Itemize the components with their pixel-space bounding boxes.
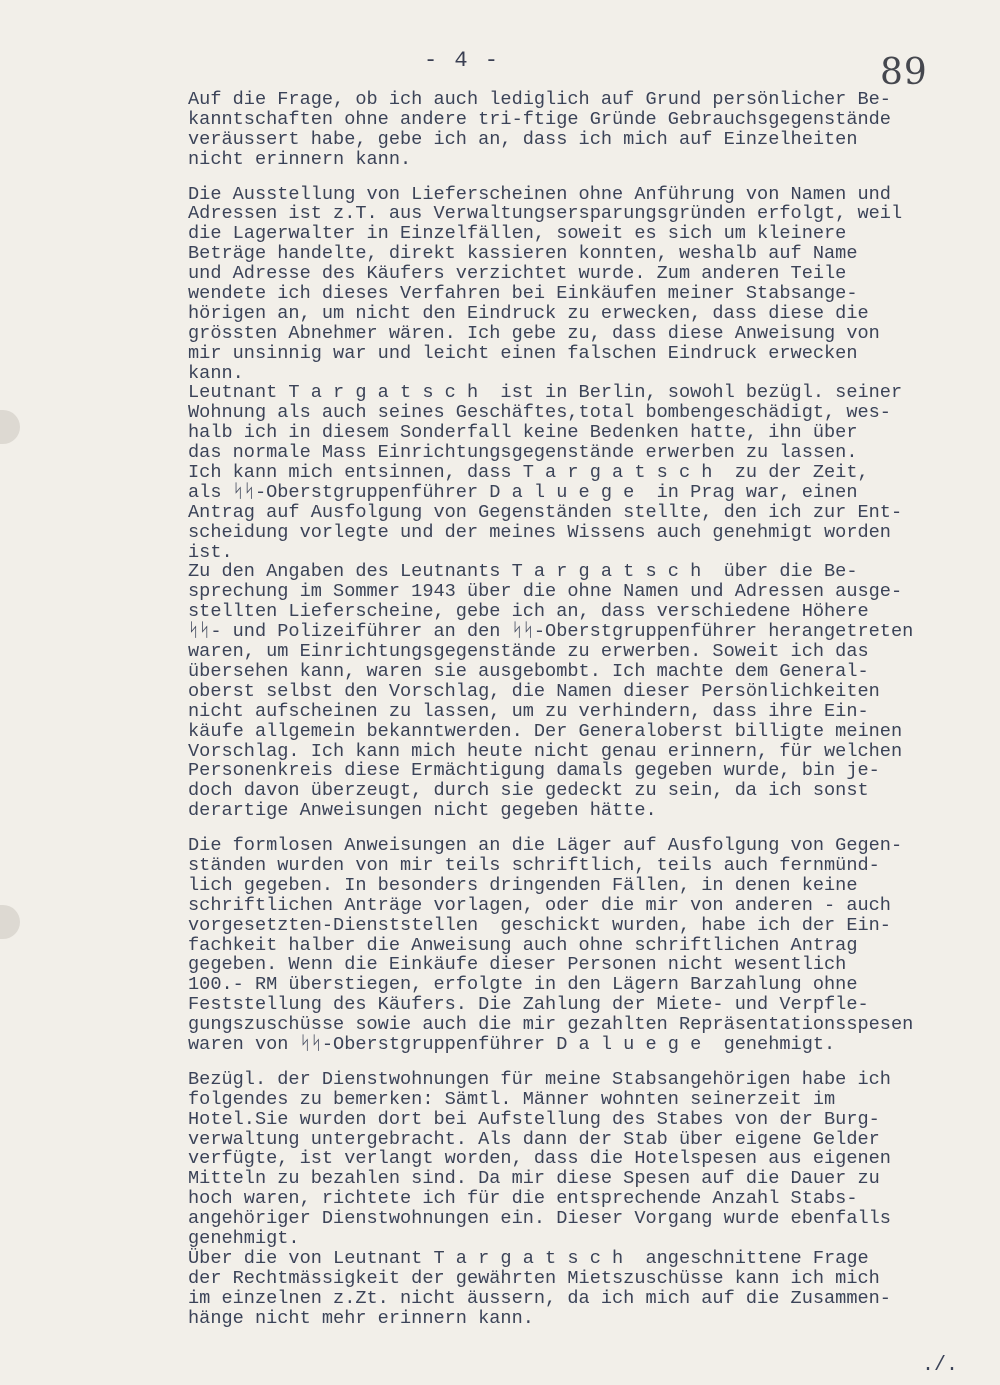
text-line: veräussert habe, gebe ich an, dass ich mich auf Einzelheiten <box>188 128 858 150</box>
paragraph <box>188 90 988 170</box>
text-line: Beträge handelte, direkt kassieren konnten, weshalb auf Name <box>188 243 858 265</box>
text-line: Personenkreis diese Ermächtigung damals gegeben wurde, bin je- <box>188 760 880 782</box>
paragraph <box>188 383 988 562</box>
text-line: Ich kann mich entsinnen, dass T a r g a t s c h zu der Zeit, <box>188 462 869 484</box>
paragraph <box>188 1249 988 1329</box>
text-line: und Adresse des Käufers verzichtet wurde. Zum anderen Teile <box>188 263 847 285</box>
text-line: schriftlichen Anträge vorlagen, oder die mir von anderen - auch <box>188 894 891 916</box>
text-line: folgendes zu bemerken: Sämtl. Männer wohnten seinerzeit im <box>188 1088 836 1110</box>
text-line: ständen wurden von mir teils schriftlich, teils auch fernmünd- <box>188 854 880 876</box>
text-line: waren, um Einrichtungsgegenstände zu erwerben. Soweit ich das <box>188 641 869 663</box>
text-line: kanntschaften ohne andere tri-ftige Gründe Gebrauchsgegenstände <box>188 108 891 130</box>
text-line: Adressen ist z.T. aus Verwaltungsersparungsgründen erfolgt, weil <box>188 203 903 225</box>
text-line: der Rechtmässigkeit der gewährten Mietszuschüsse kann ich mich <box>188 1267 880 1289</box>
paragraph <box>188 836 988 1055</box>
text-line: nicht erinnern kann. <box>188 148 412 170</box>
typewritten-body <box>188 90 988 1328</box>
paragraph <box>188 185 988 384</box>
text-line: als ᛋᛋ-Oberstgruppenführer D a l u e g e in Prag war, einen <box>188 481 858 503</box>
text-line: grössten Abnehmer wären. Ich gebe zu, dass diese Anweisung von <box>188 322 880 344</box>
text-line: verfügte, ist verlangt worden, dass die Hotelspesen aus eigenen <box>188 1148 891 1170</box>
text-line: das normale Mass Einrichtungsgegenstände erwerben zu lassen. <box>188 442 858 464</box>
text-line: Antrag auf Ausfolgung von Gegenständen stellte, den ich zur Ent- <box>188 501 903 523</box>
text-line: gungszuschüsse sowie auch die mir gezahlten Repräsentationsspesen <box>188 1014 914 1036</box>
text-line: Wohnung als auch seines Geschäftes,total bombengeschädigt, wes- <box>188 402 891 424</box>
continuation-mark: ./. <box>922 1354 959 1377</box>
text-line: vorgesetzten-Dienststellen geschickt wurden, habe ich der Ein- <box>188 914 891 936</box>
text-line: Hotel.Sie wurden dort bei Aufstellung des Stabes von der Burg- <box>188 1108 880 1130</box>
text-line: angehöriger Dienstwohnungen ein. Dieser Vorgang wurde ebenfalls <box>188 1208 891 1230</box>
text-line: Leutnant T a r g a t s c h ist in Berlin, sowohl bezügl. seiner <box>188 382 903 404</box>
text-line: im einzelnen z.Zt. nicht äussern, da ich mich auf die Zusammen- <box>188 1287 891 1309</box>
text-line: Mitteln zu bezahlen sind. Da mir diese Spesen auf die Dauer zu <box>188 1168 880 1190</box>
text-line: derartige Anweisungen nicht gegeben hätte. <box>188 800 657 822</box>
text-line: sprechung im Sommer 1943 über die ohne Namen und Adressen ausge- <box>188 581 903 603</box>
text-line: ᛋᛋ- und Polizeiführer an den ᛋᛋ-Oberstgruppenführer herangetreten <box>188 621 914 643</box>
text-line: genehmigt. <box>188 1227 300 1249</box>
text-line: übersehen kann, waren sie ausgebombt. Ich machte dem General- <box>188 660 869 682</box>
text-line: fachkeit halber die Anweisung auch ohne schriftlichen Antrag <box>188 934 858 956</box>
text-line: halb ich in diesem Sonderfall keine Bedenken hatte, ihn über <box>188 422 858 444</box>
text-line: nicht aufscheinen zu lassen, um zu verhindern, dass ihre Ein- <box>188 700 869 722</box>
paragraph <box>188 1070 988 1249</box>
text-line: käufe allgemein bekanntwerden. Der Generaloberst billigte meinen <box>188 720 903 742</box>
text-line: Zu den Angaben des Leutnants T a r g a t s c h über die Be- <box>188 561 858 583</box>
paragraph <box>188 562 988 821</box>
punch-hole <box>0 905 20 939</box>
text-line: verwaltung untergebracht. Als dann der Stab über eigene Gelder <box>188 1128 880 1150</box>
text-line: stellten Lieferscheine, gebe ich an, dass verschiedene Höhere <box>188 601 869 623</box>
text-line: waren von ᛋᛋ-Oberstgruppenführer D a l u e g e genehmigt. <box>188 1033 836 1055</box>
handwritten-folio-number: 89 <box>880 52 928 93</box>
text-line: wendete ich dieses Verfahren bei Einkäufen meiner Stabsange- <box>188 283 858 305</box>
text-line: gegeben. Wenn die Einkäufe dieser Personen nicht wesentlich <box>188 954 847 976</box>
text-line: ist. <box>188 541 233 563</box>
text-line: hoch waren, richtete ich für die entsprechende Anzahl Stabs- <box>188 1188 858 1210</box>
text-line: Die Ausstellung von Lieferscheinen ohne Anführung von Namen und <box>188 183 891 205</box>
text-line: hörigen an, um nicht den Eindruck zu erwecken, dass diese die <box>188 302 869 324</box>
text-line: mir unsinnig war und leicht einen falschen Eindruck erwecken <box>188 342 858 364</box>
text-line: Bezügl. der Dienstwohnungen für meine Stabsangehörigen habe ich <box>188 1068 891 1090</box>
page-number: - 4 - <box>424 48 501 73</box>
punch-hole <box>0 410 20 444</box>
text-line: Die formlosen Anweisungen an die Läger auf Ausfolgung von Gegen- <box>188 835 903 857</box>
text-line: scheidung vorlegte und der meines Wissens auch genehmigt worden <box>188 521 891 543</box>
text-line: hänge nicht mehr erinnern kann. <box>188 1307 534 1329</box>
text-line: Feststellung des Käufers. Die Zahlung der Miete- und Verpfle- <box>188 994 869 1016</box>
text-line: oberst selbst den Vorschlag, die Namen dieser Persönlichkeiten <box>188 680 880 702</box>
text-line: Auf die Frage, ob ich auch lediglich auf Grund persönlicher Be- <box>188 89 891 110</box>
text-line: 100.- RM überstiegen, erfolgte in den Lägern Barzahlung ohne <box>188 974 858 996</box>
text-line: kann. <box>188 362 244 384</box>
text-line: lich gegeben. In besonders dringenden Fällen, in denen keine <box>188 874 858 896</box>
text-line: Über die von Leutnant T a r g a t s c h angeschnittene Frage <box>188 1247 869 1269</box>
text-line: Vorschlag. Ich kann mich heute nicht genau erinnern, für welchen <box>188 740 903 762</box>
text-line: doch davon überzeugt, durch sie gedeckt zu sein, da ich sonst <box>188 780 869 802</box>
text-line: die Lagerwalter in Einzelfällen, soweit es sich um kleinere <box>188 223 847 245</box>
